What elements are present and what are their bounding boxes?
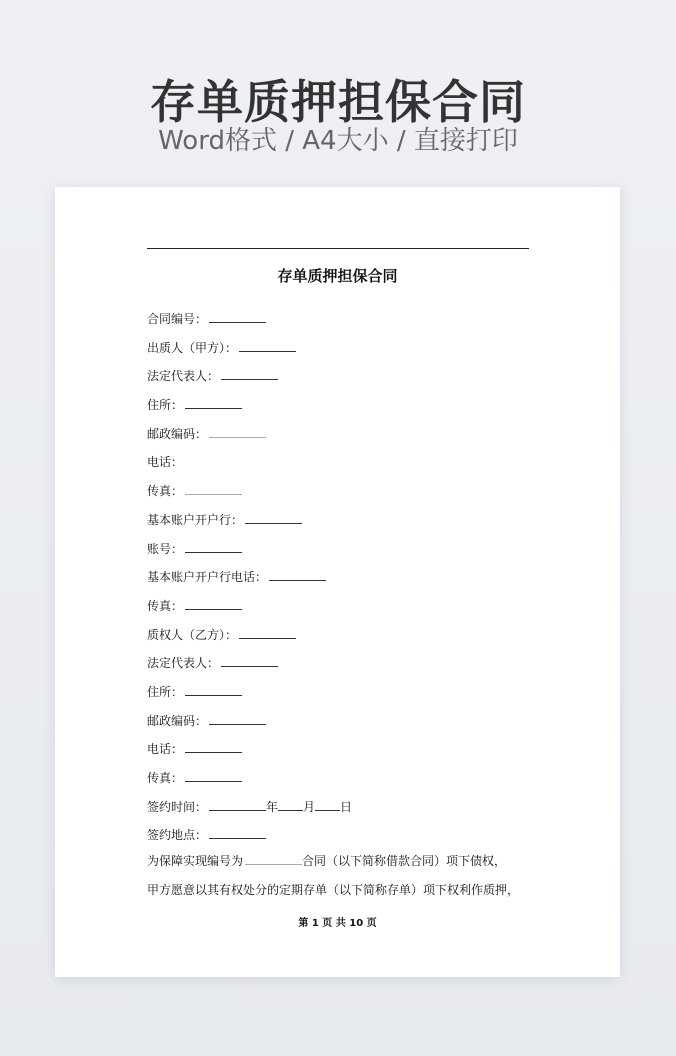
blank-line — [209, 311, 266, 323]
field-address-a: 住所： — [147, 397, 352, 426]
field-postcode-b: 邮政编码： — [147, 713, 352, 742]
field-pledgor: 出质人（甲方）： — [147, 340, 352, 369]
field-fax-a: 传真： — [147, 483, 352, 512]
blank-line — [278, 799, 303, 811]
blank-line — [245, 853, 302, 865]
blank-line — [185, 397, 242, 409]
blank-line — [185, 598, 242, 610]
page-number: 第 1 页 共 10 页 — [298, 918, 377, 929]
field-phone-a: 电话： — [147, 455, 184, 470]
blank-line — [185, 541, 242, 553]
contract-fields — [147, 311, 352, 856]
blank-line — [239, 340, 296, 352]
promo-subtitle: Word格式 / A4大小 / 直接打印 — [158, 126, 518, 156]
document-title: 存单质押担保合同 — [277, 267, 398, 285]
promo-title: 存单质押担保合同 — [150, 75, 526, 129]
field-signing-place: 签约地点： — [147, 827, 352, 856]
blank-line — [221, 368, 278, 380]
paragraph-line: 甲方愿意以其有权处分的定期存单（以下简称存单）项下权利作质押， — [147, 883, 520, 897]
field-bank-a: 基本账户开户行： — [147, 512, 352, 541]
paragraph-line: 为保障实现编号为 合同（以下简称借款合同）项下债权， — [147, 854, 507, 868]
field-postcode-a: 邮政编码： — [147, 426, 352, 455]
field-bank-phone-a: 基本账户开户行电话： — [147, 569, 352, 598]
field-contract-number: 合同编号： — [147, 311, 352, 340]
field-account-a: 账号： — [147, 541, 352, 570]
blank-line — [269, 569, 326, 581]
blank-line — [209, 827, 266, 839]
blank-line — [185, 483, 242, 495]
blank-line — [185, 684, 242, 696]
blank-line — [185, 741, 242, 753]
field-legal-rep-a: 法定代表人： — [147, 368, 352, 397]
field-signing-date: 签约时间： 年 月 日 — [147, 799, 353, 814]
blank-line — [185, 770, 242, 782]
field-legal-rep-b: 法定代表人： — [147, 655, 352, 684]
blank-line — [315, 799, 340, 811]
field-pledgee: 质权人（乙方）： — [147, 627, 352, 656]
document-page — [55, 187, 620, 977]
blank-line — [221, 655, 278, 667]
blank-line — [239, 627, 296, 639]
blank-line — [209, 713, 266, 725]
field-fax-b: 传真： — [147, 770, 352, 799]
field-fax-a2: 传真： — [147, 598, 352, 627]
blank-line — [209, 426, 266, 438]
field-address-b: 住所： — [147, 684, 352, 713]
contract-paragraph — [147, 853, 532, 911]
field-phone-b: 电话： — [147, 741, 352, 770]
blank-line — [209, 799, 266, 811]
blank-line — [245, 512, 302, 524]
header-rule — [147, 248, 529, 249]
